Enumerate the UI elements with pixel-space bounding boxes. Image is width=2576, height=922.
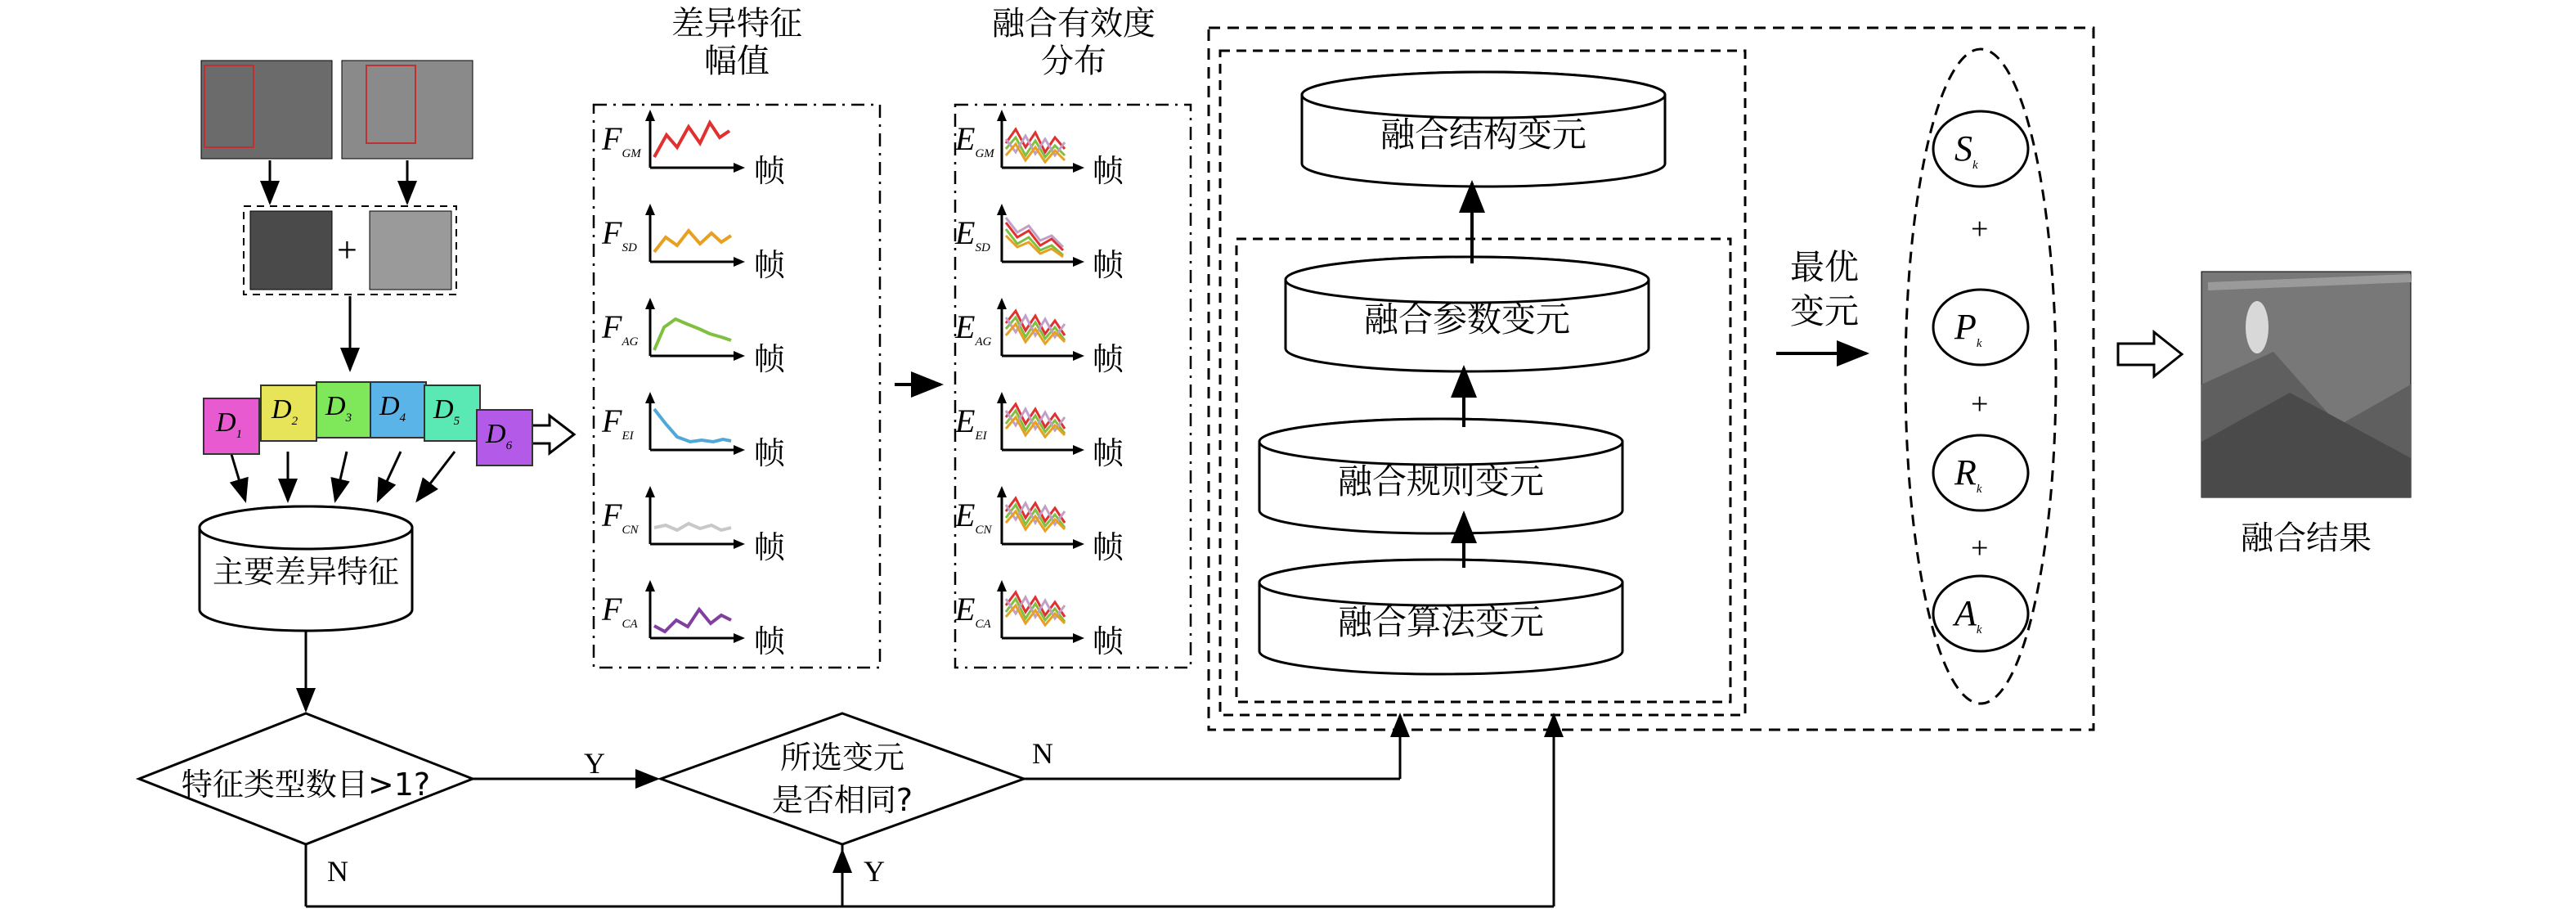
detail-tile-3-label: $D_3$ [325,391,352,425]
diff-feature-header: 差异特征 幅值 [671,5,802,80]
plot-label-e-ag: $E_{AG}$ [955,308,992,349]
optimal-variable-label: 最优 变元 [1789,247,1859,331]
plot-label-f-ag: $F_{AG}$ [602,308,639,349]
variable-plus-3: + [1971,531,1989,565]
plot-axis-label-f-4: 帧 [754,435,786,471]
result-caption: 融合结果 [2241,519,2372,557]
detail-tile-5-label: $D_5$ [433,394,460,428]
plot-axis-label-f-2: 帧 [754,247,786,283]
plot-label-e-sd: $E_{SD}$ [955,214,990,254]
plot-axis-label-f-5: 帧 [754,529,786,565]
plot-label-e-cn: $E_{CN}$ [955,497,992,537]
plot-axis-label-f-3: 帧 [754,341,786,377]
plus-sign-input: + [337,230,357,270]
plot-label-f-ca: $F_{CA}$ [602,591,638,631]
decision-1-yes-label: Y [584,747,605,780]
variable-plus-1: + [1971,212,1989,246]
variable-rk-label: $R_k$ [1954,452,1982,496]
detail-tile-1-label: $D_1$ [216,407,243,441]
decision-2-label: 所选变元 是否相同? [771,740,913,818]
detail-tile-4-label: $D_4$ [379,391,406,425]
decision-1-no-label: N [327,855,348,888]
cylinder-fusion-algorithm-label: 融合算法变元 [1337,602,1544,642]
plot-axis-label-e-4: 帧 [1093,435,1124,471]
plot-label-e-ei: $E_{EI}$ [955,403,987,443]
detail-tile-6-label: $D_6$ [486,419,513,452]
plot-axis-label-e-6: 帧 [1093,623,1124,659]
plot-label-f-cn: $F_{CN}$ [602,497,639,537]
variable-plus-2: + [1971,387,1989,421]
cylinder-main-feature-label: 主要差异特征 [212,554,399,590]
plot-label-f-ei: $F_{EI}$ [602,403,634,443]
variable-pk-label: $P_k$ [1954,307,1982,350]
plot-axis-label-e-2: 帧 [1093,247,1124,283]
plot-axis-label-e-5: 帧 [1093,529,1124,565]
variable-sk-label: $S_k$ [1954,128,1978,172]
cylinder-fusion-structure-label: 融合结构变元 [1380,115,1586,155]
plot-axis-label-e-3: 帧 [1093,341,1124,377]
plot-axis-label-f-6: 帧 [754,623,786,659]
cylinder-fusion-rule-label: 融合规则变元 [1337,461,1544,501]
plot-label-e-ca: $E_{CA}$ [955,591,991,631]
plot-label-e-gm: $E_{GM}$ [955,120,994,160]
plot-axis-label-f-1: 帧 [754,153,786,189]
plot-axis-label-e-1: 帧 [1093,153,1124,189]
plot-label-f-gm: $F_{GM}$ [602,120,641,160]
fusion-eff-header: 融合有效度 分布 [992,5,1156,80]
decision-2-no-label: N [1032,737,1053,770]
decision-2-yes-label: Y [864,855,885,888]
decision-1-label: 特征类型数目>1? [181,767,431,803]
plot-label-f-sd: $F_{SD}$ [602,214,637,254]
cylinder-fusion-parameter-label: 融合参数变元 [1363,299,1570,340]
variable-ak-label: $A_k$ [1954,593,1982,636]
detail-tile-2-label: $D_2$ [272,394,298,428]
